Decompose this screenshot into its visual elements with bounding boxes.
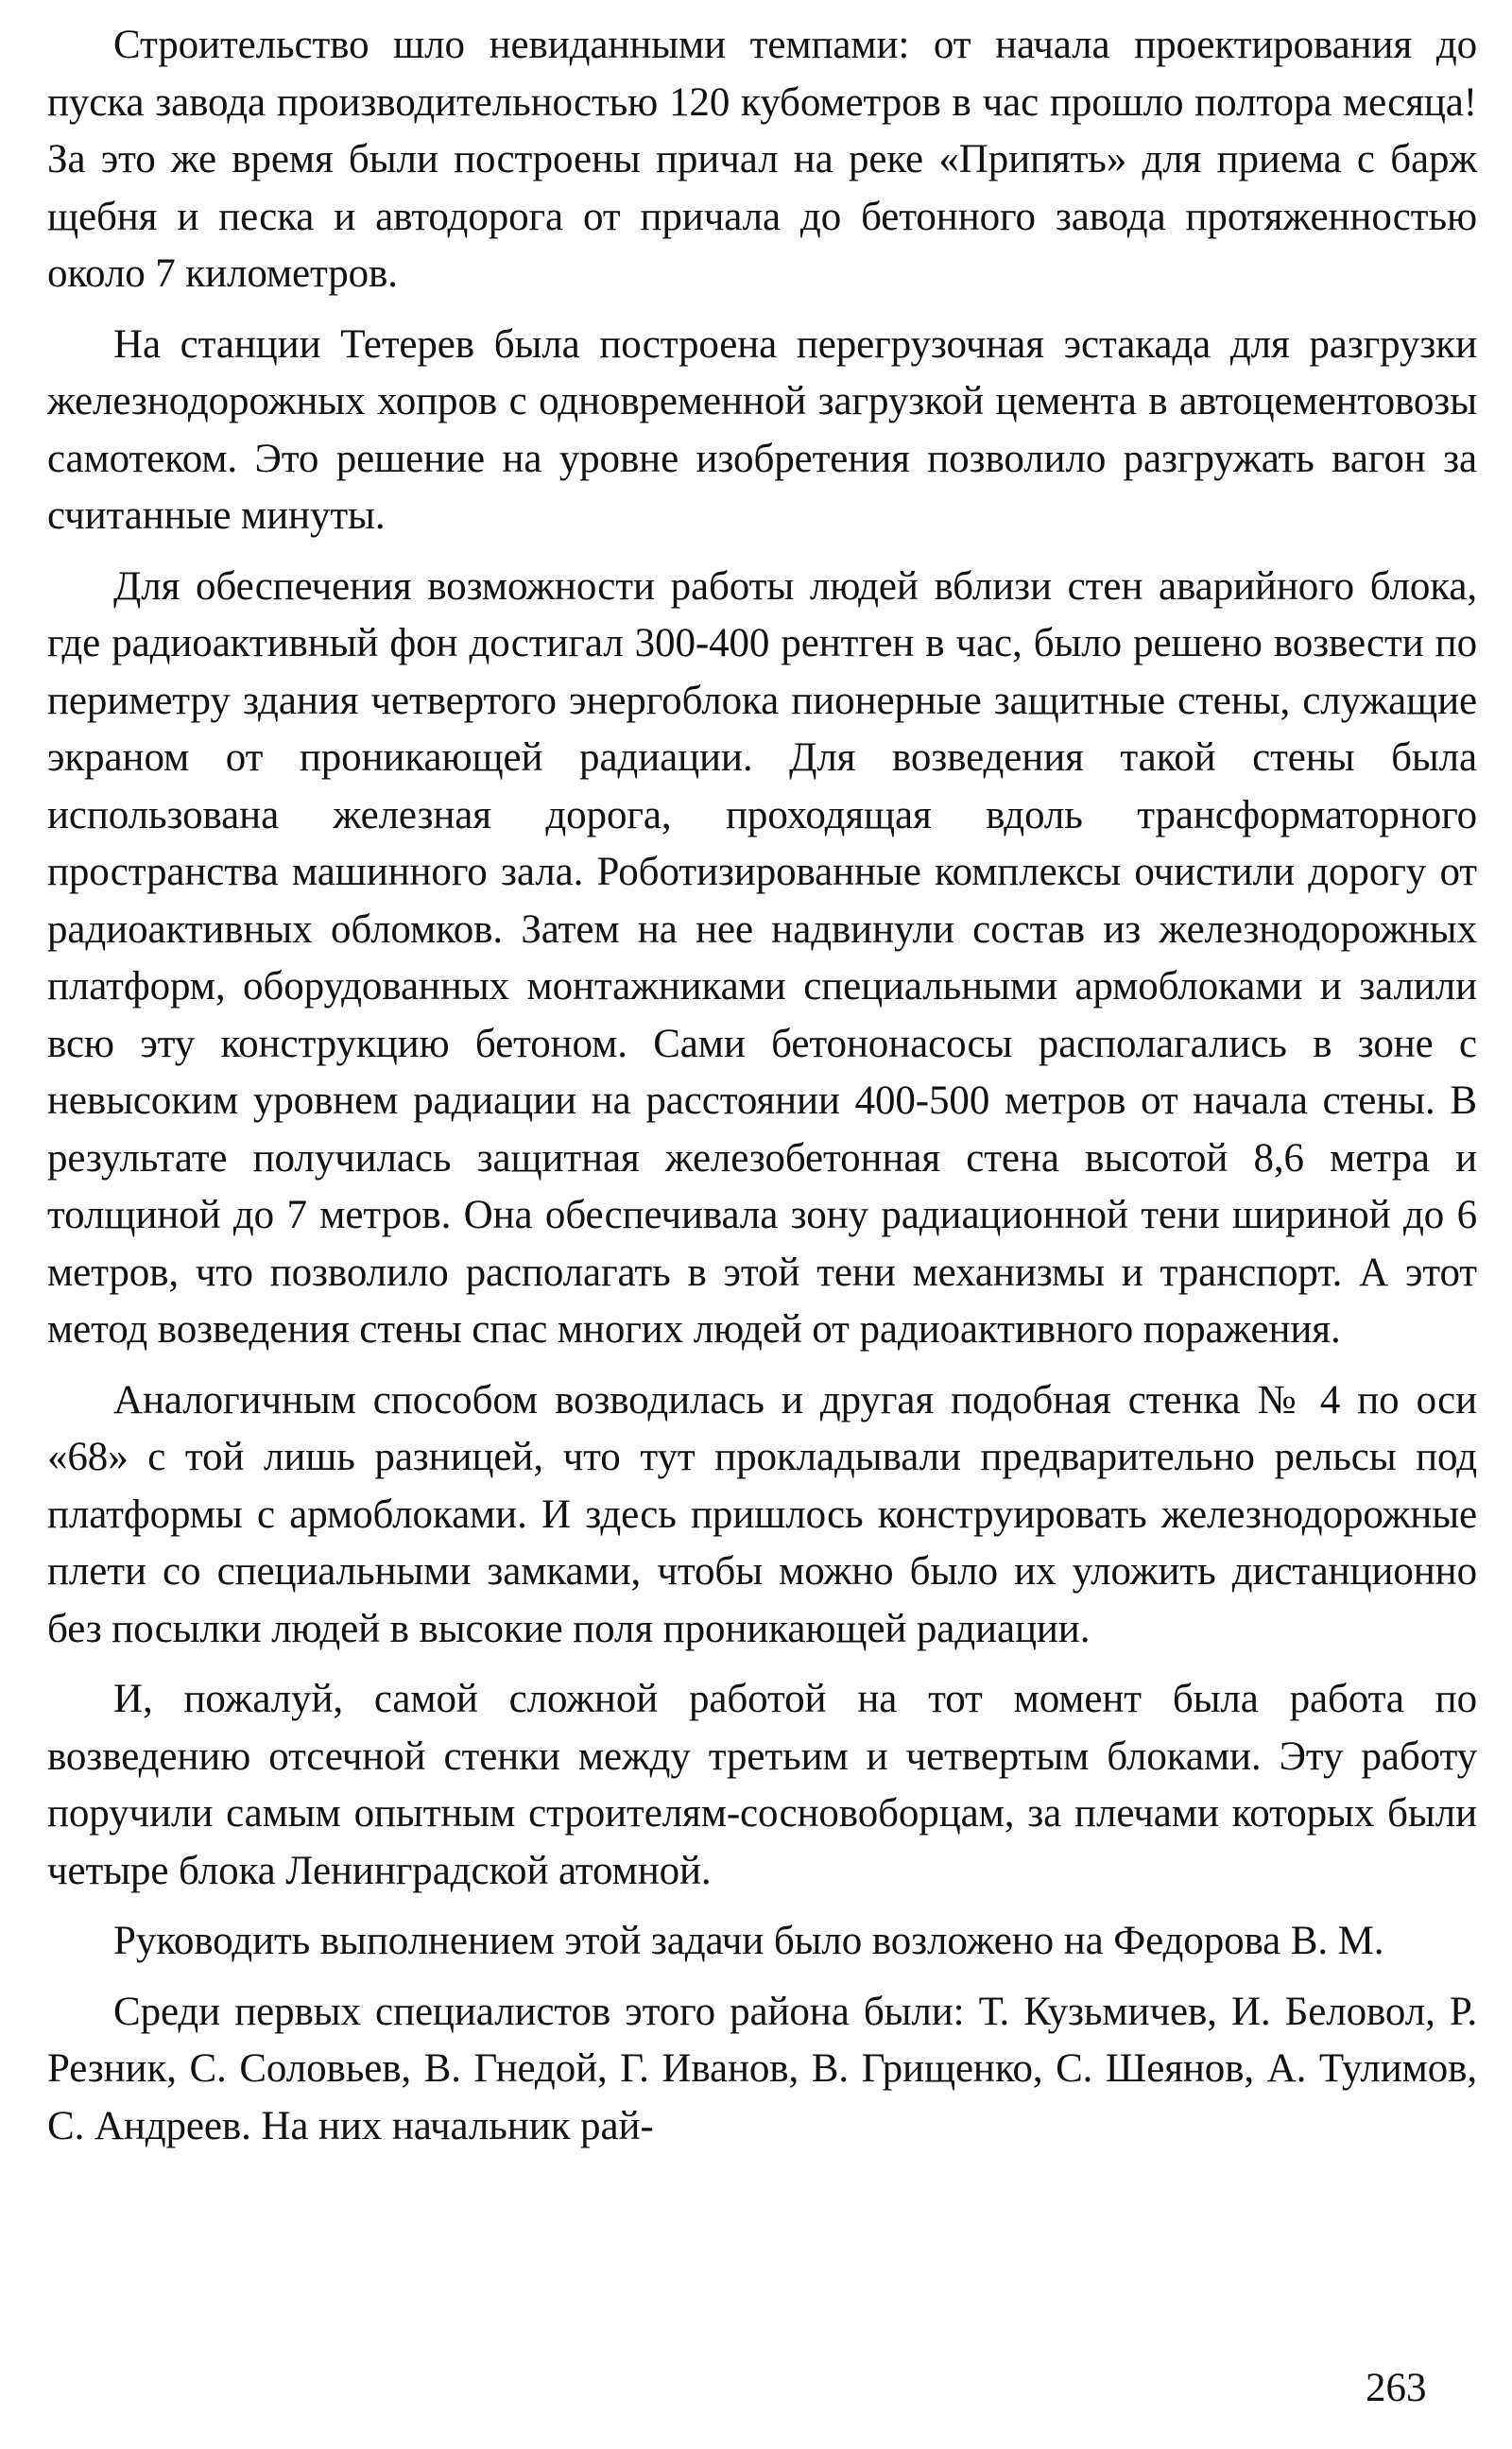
page-body <box>47 17 1477 2168</box>
paragraph-partition-wall: И, пожалуй, самой сложной работой на тот момент была работа по возведению отсечной стенки между третьим и четвертым блоками. Эту работу поручили самым опытным строителям-сосновоборцам, за плечами которых были четыре блока Ленинградской атомной. <box>47 1677 1477 1893</box>
paragraph-concrete-plant: Строительство шло невиданными темпами: от начала проектирования до пуска завода производительностью 120 кубометров в час прошло полтора месяца! За это же время были построены причал на реке «Припять» для приема с барж щебня и песка и автодорога от причала до бетонного завода протяженностью около 7 километров. <box>47 23 1477 296</box>
paragraph-fedorov: Руководить выполнением этой задачи было возложено на Федорова В. М. <box>113 1919 1384 1963</box>
paragraph-specialists: Среди первых специалистов этого района были: Т. Кузьмичев, И. Беловол, Р. Резник, С. Соловьев, В. Гнедой, Г. Иванов, В. Грищенко, С. Шеянов, А. Тулимов, С. Андреев. На них начальник рай- <box>47 1989 1477 2148</box>
page-number: 263 <box>1366 2366 1427 2410</box>
paragraph-protective-walls: Для обеспечения возможности работы людей вблизи стен аварийного блока, где радиоактивный фон достигал 300-400 рентген в час, было решено возвести по периметру здания четвертого энергоблока пионерные защитные стены, служащие экраном от проникающей радиации. Для возведения такой стены была использована железная дорога, проходящая вдоль трансформаторного пространства машинного зала. Роботизированные комплексы очистили дорогу от радиоактивных обломков. Затем на нее надвинули состав из железнодорожных платформ, оборудованных монтажниками специальными армоблоками и залили всю эту конструкцию бетоном. Сами бетононасосы располагались в зоне с невысоким уровнем радиации на расстоянии 400-500 метров от начала стены. В результате получилась защитная железобетонная стена высотой 8,6 метра и толщиной до 7 метров. Она обеспечивала зону радиационной тени шириной до 6 метров, что позволило располагать в этой тени механизмы и транспорт. А этот метод возведения стены спас многих людей от радиоактивного поражения. <box>47 563 1477 1352</box>
paragraph-wall-number-4: Аналогичным способом возводилась и другая подобная стенка № 4 по оси «68» с той лишь разницей, что тут прокладывали предварительно рельсы под платформы с армоблоками. И здесь пришлось конструировать железнодорожные плети со специальными замками, чтобы можно было их уложить дистанционно без посылки людей в высокие поля проникающей радиации. <box>47 1377 1477 1651</box>
paragraph-teterev-station: На станции Тетерев была построена перегрузочная эстакада для разгрузки железнодорожных хопров с одновременной загрузкой цемента в автоцементовозы самотеком. Это решение на уровне изобретения позволило разгружать вагон за считанные минуты. <box>47 321 1477 538</box>
